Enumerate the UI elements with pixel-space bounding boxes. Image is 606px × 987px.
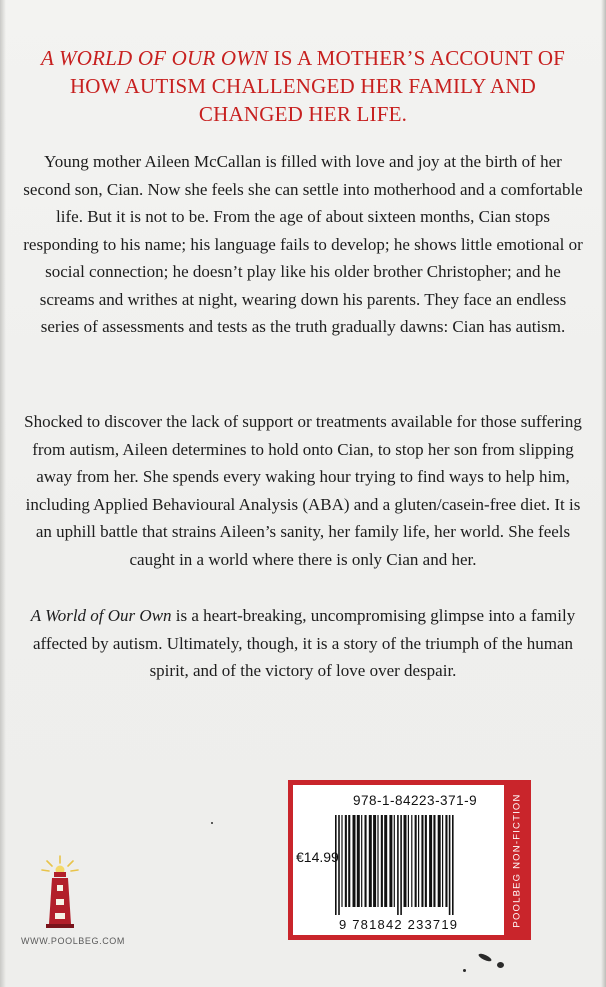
barcode-bar bbox=[389, 815, 392, 907]
barcode-bar bbox=[400, 815, 402, 915]
barcode-bar bbox=[357, 815, 360, 907]
price-label: €14.99 bbox=[296, 849, 339, 865]
cover-speck bbox=[497, 962, 504, 968]
barcode-bar bbox=[345, 815, 347, 907]
barcode-bar bbox=[425, 815, 427, 907]
blurb-paragraph-2: Shocked to discover the lack of support or treatments available for those suffering from autism, Aileen determines to hold onto Cian, to stop her son from slipping away from her. She spends every waking hour trying to find ways to help him, including Applied Behavioural Analysis (ABA) and a gluten/casein-free diet. It is an uphill battle that strains Aileen’s sanity, her family life, her world. She feels caught in a world where there is only Cian and her. bbox=[24, 412, 582, 569]
barcode-bar bbox=[415, 815, 417, 907]
blurb-book-title: A World of Our Own bbox=[30, 606, 172, 625]
barcode-bar bbox=[373, 815, 376, 907]
lighthouse-icon bbox=[40, 852, 80, 930]
category-label bbox=[506, 784, 528, 936]
barcode-bar bbox=[421, 815, 423, 907]
barcode-bar bbox=[404, 815, 407, 907]
barcode-bar bbox=[442, 815, 443, 907]
barcode-bar bbox=[384, 815, 387, 907]
blurb-paragraph-1: Young mother Aileen McCallan is filled with love and joy at the birth of her second son, Cian. Now she feels she can settle into motherhood and a comfortable life. But it is not to be. From the age of about sixteen months, Cian stops responding to his name; his language fails to develop; he shows little emotional or social connection; he doesn’t play like his older brother Christopher; and he screams and writhes at night, wearing down his parents. They face an endless series of assessments and tests as the truth gradually dawns: Cian has autism. bbox=[23, 152, 583, 336]
barcode-bar bbox=[348, 815, 350, 907]
barcode-bar bbox=[445, 815, 447, 907]
cover-speck bbox=[478, 952, 493, 962]
barcode-bar bbox=[377, 815, 378, 907]
barcode-panel bbox=[288, 780, 531, 940]
cover-right-edge bbox=[601, 0, 606, 987]
barcode-bar bbox=[365, 815, 367, 907]
barcode-bar bbox=[449, 815, 451, 915]
barcode-bar bbox=[335, 815, 337, 915]
barcode-bar bbox=[353, 815, 356, 907]
barcode-bar bbox=[438, 815, 441, 907]
barcode-bar bbox=[341, 815, 342, 907]
headline-text: IS A MOTHER’S ACCOUNT OF HOW AUTISM CHALLENGED HER FAMILY AND CHANGED HER LIFE. bbox=[69, 46, 566, 126]
barcode-bar bbox=[452, 815, 454, 915]
barcode-bar bbox=[394, 815, 395, 907]
cover-headline bbox=[30, 44, 576, 128]
isbn-number: 978-1-84223-371-9 bbox=[353, 793, 478, 808]
barcode-bar bbox=[411, 815, 412, 907]
barcode bbox=[335, 815, 499, 915]
cover-speck bbox=[463, 969, 466, 972]
barcode-digits: 9 781842 233719 bbox=[339, 917, 459, 932]
headline-book-title: A WORLD OF OUR OWN bbox=[40, 46, 269, 70]
blurb-paragraph-3 bbox=[22, 602, 584, 685]
barcode-label bbox=[293, 785, 504, 935]
blurb-closing-text: is a heart-breaking, uncompromising glimpse into a family affected by autism. Ultimately, though, it is a story of the triumph of the human spirit, and of the victory of love over despair. bbox=[32, 606, 576, 680]
barcode-bar bbox=[418, 815, 419, 907]
barcode-bar bbox=[338, 815, 340, 915]
cover-speck bbox=[211, 822, 213, 824]
cover-left-edge bbox=[0, 0, 6, 987]
barcode-bar bbox=[397, 815, 399, 915]
barcode-bar bbox=[429, 815, 432, 907]
barcode-bar bbox=[433, 815, 435, 907]
barcode-bar bbox=[408, 815, 409, 907]
barcode-bar bbox=[369, 815, 372, 907]
barcode-bar bbox=[361, 815, 362, 907]
category-text: POOLBEG NON-FICTION bbox=[511, 792, 523, 928]
barcode-bar bbox=[381, 815, 383, 907]
publisher-website: WWW.POOLBEG.COM bbox=[21, 936, 126, 946]
